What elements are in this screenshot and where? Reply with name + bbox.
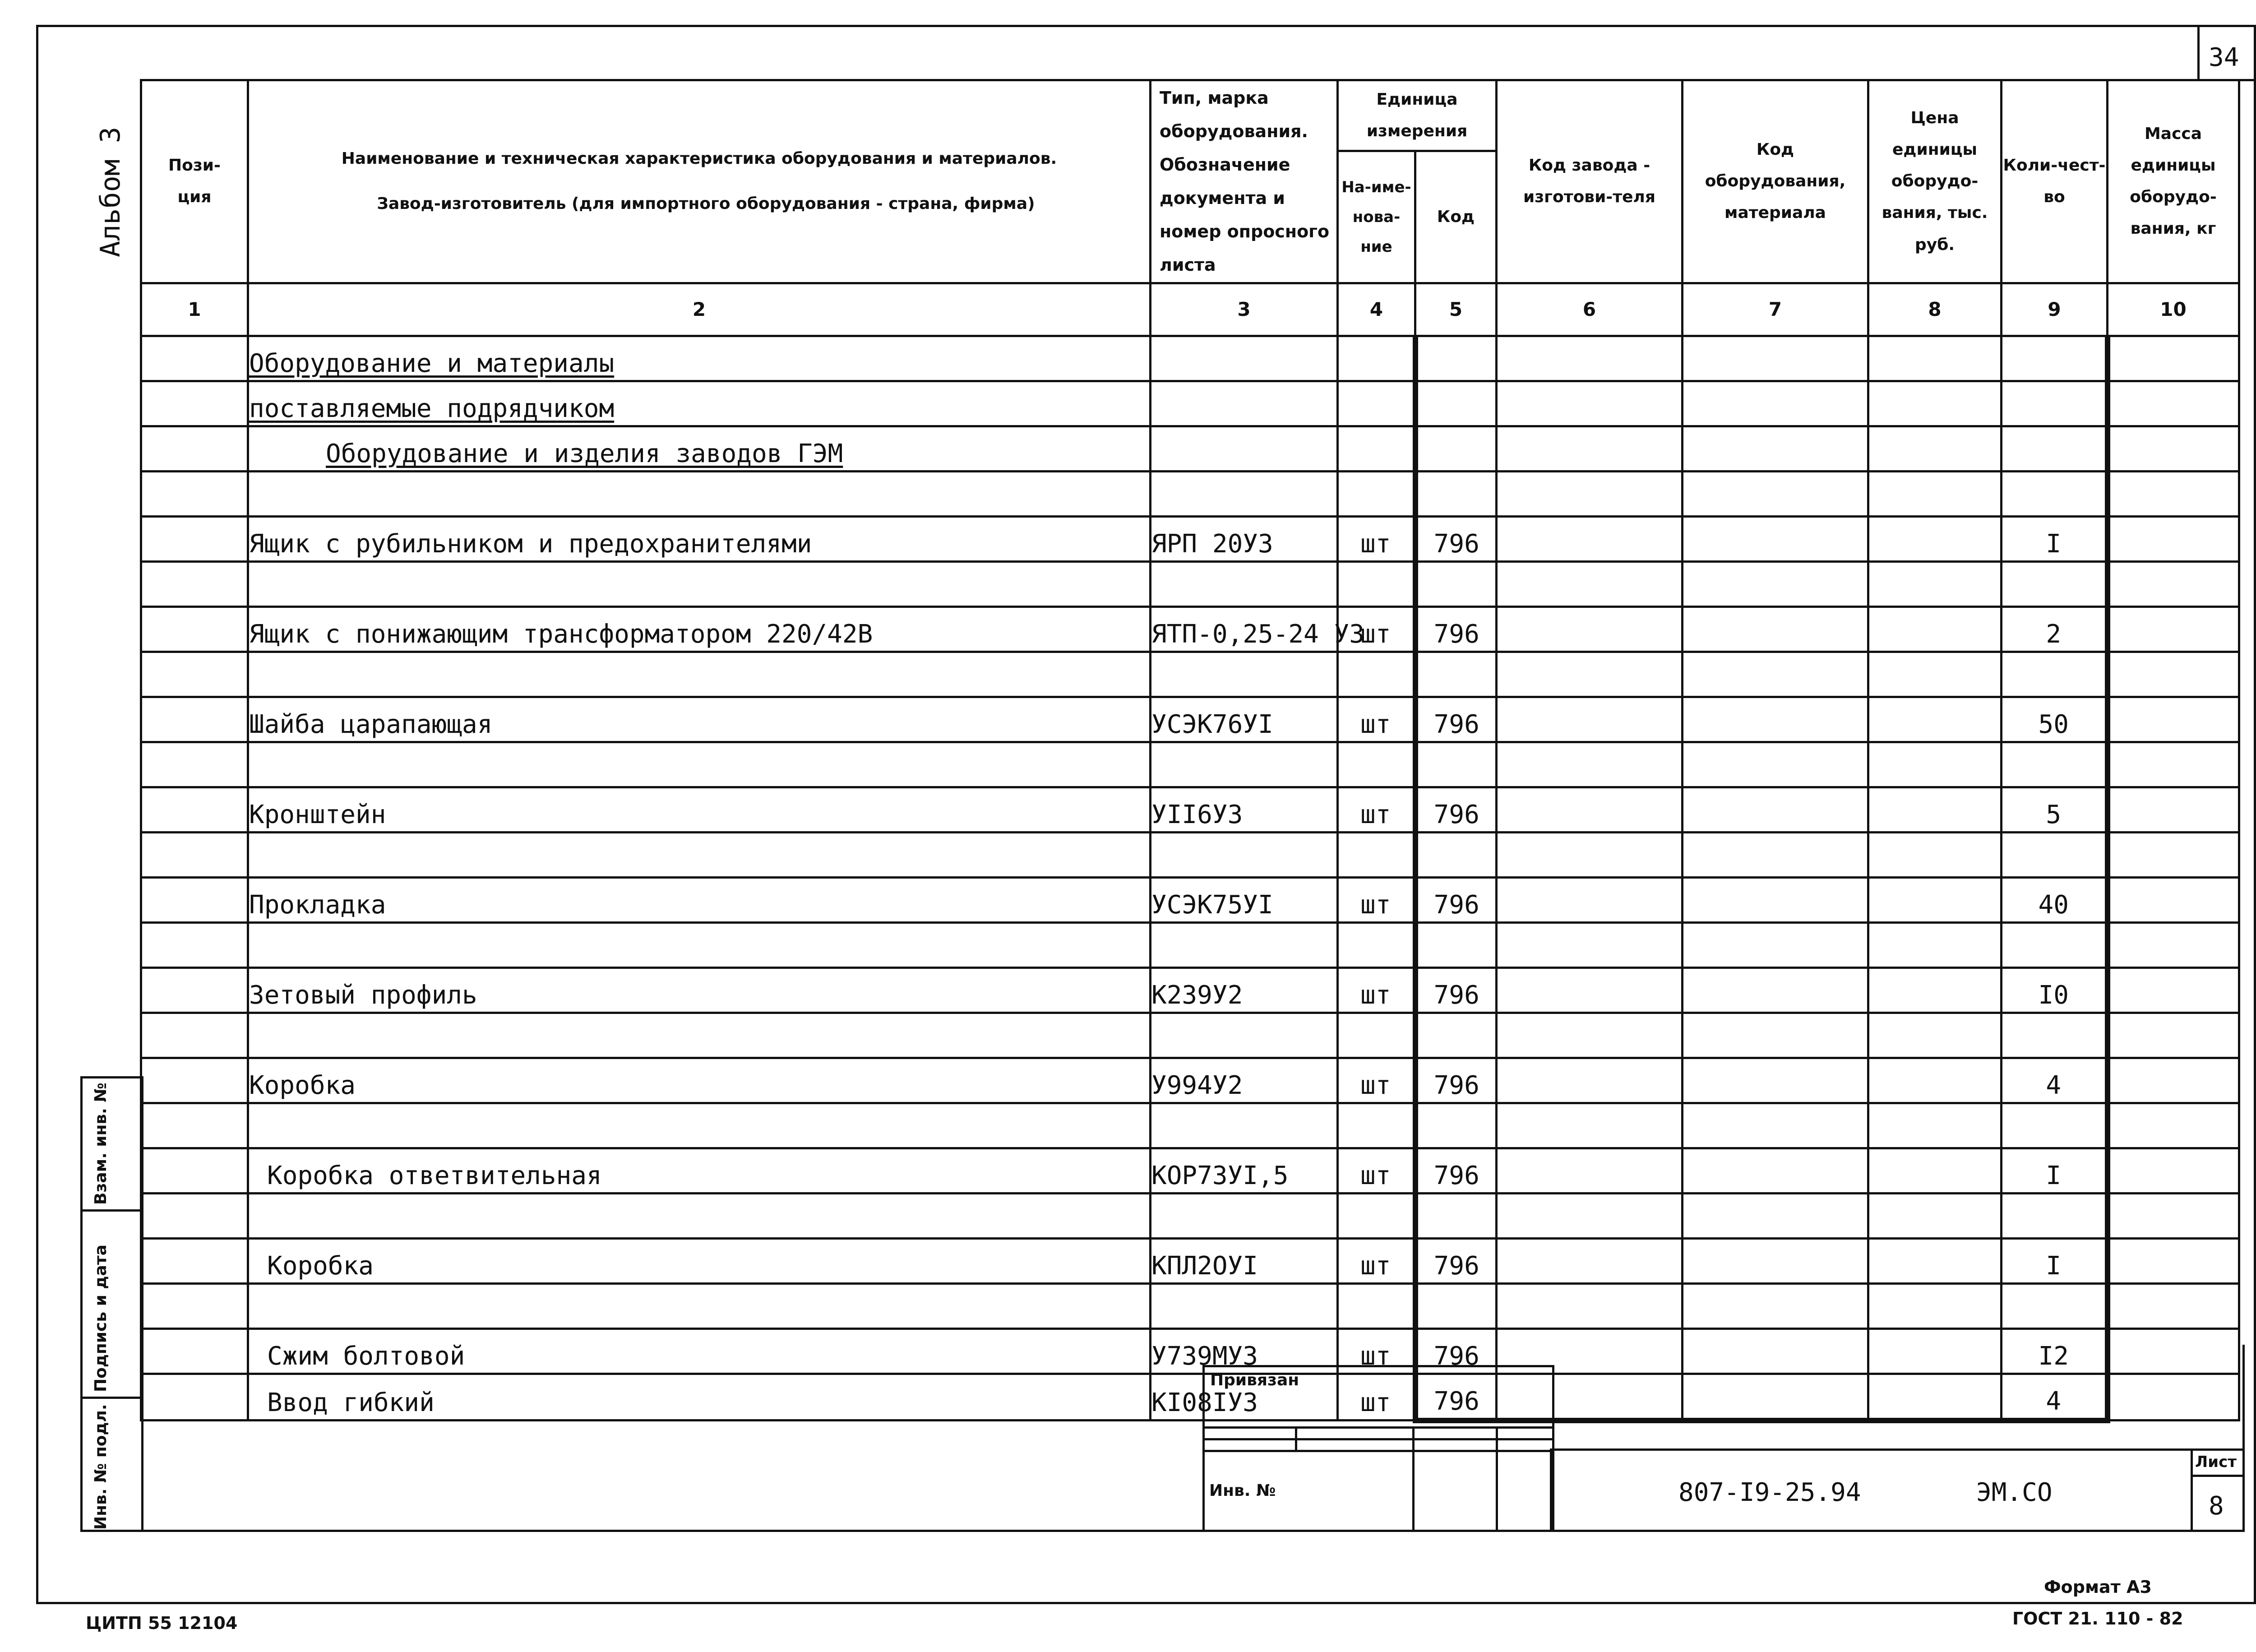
- material-code-cell: [1683, 561, 1868, 606]
- section-row: [141, 381, 2239, 426]
- col-num: 4: [1338, 283, 1415, 336]
- name-cell: [248, 1013, 1151, 1058]
- unit-name-cell: шт: [1338, 787, 1415, 832]
- side-vzam-label: Взам. инв. №: [92, 1083, 110, 1205]
- item-row: [141, 1148, 2239, 1193]
- factory-code-cell: [1497, 1058, 1683, 1103]
- position-cell: [141, 1103, 248, 1148]
- price-cell: [1868, 426, 2002, 471]
- position-cell: [141, 381, 248, 426]
- header-unit-group: Единица измерения: [1338, 80, 1497, 151]
- quantity-cell: [2002, 1103, 2108, 1148]
- col-num: 5: [1415, 283, 1497, 336]
- price-cell: [1868, 1148, 2002, 1193]
- col-num: 8: [1868, 283, 2002, 336]
- mass-cell: [2108, 516, 2239, 561]
- unit-code-cell: [1415, 1283, 1497, 1328]
- mass-cell: [2108, 652, 2239, 697]
- col-num: 1: [141, 283, 248, 336]
- position-cell: [141, 516, 248, 561]
- quantity-cell: [2002, 1013, 2108, 1058]
- quantity-cell: I2: [2002, 1328, 2108, 1374]
- col-num: 9: [2002, 283, 2108, 336]
- name-cell: [248, 381, 1151, 426]
- mass-cell: [2108, 381, 2239, 426]
- unit-name-cell: шт: [1338, 1328, 1415, 1374]
- price-cell: [1868, 336, 2002, 381]
- spacer-row: [141, 1103, 2239, 1148]
- name-cell: Шайба царапающая: [248, 697, 1151, 742]
- quantity-cell: I0: [2002, 967, 2108, 1013]
- factory-code-cell: [1497, 652, 1683, 697]
- spacer-row: [141, 1283, 2239, 1328]
- name-cell: [248, 742, 1151, 787]
- header-row: [141, 80, 2239, 151]
- unit-code-cell: 796: [1415, 967, 1497, 1013]
- spacer-row: [141, 471, 2239, 516]
- position-cell: [141, 742, 248, 787]
- item-row: [141, 697, 2239, 742]
- factory-code-cell: [1497, 922, 1683, 967]
- unit-code-cell: [1415, 1013, 1497, 1058]
- unit-code-cell: 796: [1415, 606, 1497, 652]
- unit-name-cell: [1338, 426, 1415, 471]
- sheet-label: Лист: [2195, 1453, 2237, 1471]
- material-code-cell: [1683, 426, 1868, 471]
- type-cell: [1151, 426, 1338, 471]
- material-code-cell: [1683, 1058, 1868, 1103]
- name-cell: Зетовый профиль: [248, 967, 1151, 1013]
- quantity-cell: [2002, 922, 2108, 967]
- price-cell: [1868, 381, 2002, 426]
- material-code-cell: [1683, 1148, 1868, 1193]
- quantity-cell: 40: [2002, 877, 2108, 922]
- material-code-cell: [1683, 1103, 1868, 1148]
- footer-code: ЦИТП 55 12104: [86, 1613, 238, 1633]
- inv-no-label: Инв. №: [1204, 1451, 1414, 1531]
- position-cell: [141, 1148, 248, 1193]
- album-label: Альбом 3: [95, 127, 126, 257]
- price-cell: [1868, 832, 2002, 877]
- factory-code-cell: [1497, 1103, 1683, 1148]
- quantity-cell: [2002, 652, 2108, 697]
- quantity-cell: I: [2002, 1238, 2108, 1283]
- quantity-cell: I: [2002, 516, 2108, 561]
- header-unit-code: Код: [1415, 151, 1497, 283]
- type-cell: УСЭК75УI: [1151, 877, 1338, 922]
- factory-code-cell: [1497, 1193, 1683, 1238]
- unit-code-cell: 796: [1415, 1328, 1497, 1374]
- unit-name-cell: [1338, 1193, 1415, 1238]
- material-code-cell: [1683, 877, 1868, 922]
- unit-name-cell: шт: [1338, 606, 1415, 652]
- price-cell: [1868, 742, 2002, 787]
- position-cell: [141, 471, 248, 516]
- item-row: [141, 877, 2239, 922]
- type-cell: [1151, 336, 1338, 381]
- header-unit-name: На-име-нова-ние: [1338, 151, 1415, 283]
- factory-code-cell: [1497, 1283, 1683, 1328]
- mass-cell: [2108, 561, 2239, 606]
- name-cell: Ящик с рубильником и предохранителями: [248, 516, 1151, 561]
- position-cell: [141, 697, 248, 742]
- name-cell: Кронштейн: [248, 787, 1151, 832]
- item-row: [141, 1058, 2239, 1103]
- position-cell: [141, 426, 248, 471]
- type-cell: У994У2: [1151, 1058, 1338, 1103]
- unit-code-cell: 796: [1415, 1148, 1497, 1193]
- unit-name-cell: [1338, 471, 1415, 516]
- factory-code-cell: [1497, 742, 1683, 787]
- page-number: 34: [2209, 43, 2239, 72]
- quantity-cell: 4: [2002, 1374, 2108, 1421]
- quantity-cell: I: [2002, 1148, 2108, 1193]
- position-cell: [141, 606, 248, 652]
- unit-name-cell: шт: [1338, 697, 1415, 742]
- type-cell: [1151, 832, 1338, 877]
- unit-name-cell: [1338, 561, 1415, 606]
- type-cell: [1151, 1013, 1338, 1058]
- material-code-cell: [1683, 922, 1868, 967]
- unit-code-cell: 796: [1415, 877, 1497, 922]
- doc-code-strip: [1550, 1448, 2245, 1532]
- price-cell: [1868, 1013, 2002, 1058]
- type-cell: [1151, 561, 1338, 606]
- price-cell: [1868, 1238, 2002, 1283]
- spacer-row: [141, 561, 2239, 606]
- unit-code-cell: [1415, 742, 1497, 787]
- header-material-code: Код оборудования, материала: [1683, 80, 1868, 283]
- name-cell: [248, 832, 1151, 877]
- spacer-row: [141, 742, 2239, 787]
- unit-code-cell: 796: [1415, 516, 1497, 561]
- factory-code-cell: [1497, 381, 1683, 426]
- unit-code-cell: [1415, 471, 1497, 516]
- unit-code-cell: [1415, 922, 1497, 967]
- mass-cell: [2108, 606, 2239, 652]
- factory-code-cell: [1497, 336, 1683, 381]
- material-code-cell: [1683, 652, 1868, 697]
- unit-code-cell: 796: [1415, 1374, 1497, 1421]
- type-cell: [1151, 1193, 1338, 1238]
- price-cell: [1868, 471, 2002, 516]
- section-title: Оборудование и изделия заводов ГЭМ: [326, 439, 843, 468]
- unit-name-cell: [1338, 832, 1415, 877]
- quantity-cell: 2: [2002, 606, 2108, 652]
- doc-code: 807-I9-25.94: [1678, 1478, 1861, 1507]
- factory-code-cell: [1497, 561, 1683, 606]
- col-num: 6: [1497, 283, 1683, 336]
- position-cell: [141, 1058, 248, 1103]
- name-cell: [248, 471, 1151, 516]
- type-cell: КПЛ2ОУI: [1151, 1238, 1338, 1283]
- header-type: Тип, марка оборудования. Обозначение документа и номер опросного листа: [1151, 80, 1338, 283]
- side-podpis-label: Подпись и дата: [92, 1245, 110, 1392]
- unit-code-cell: [1415, 561, 1497, 606]
- price-cell: [1868, 1193, 2002, 1238]
- mass-cell: [2108, 336, 2239, 381]
- name-cell: Ввод гибкий: [248, 1374, 1151, 1421]
- name-cell: [248, 922, 1151, 967]
- unit-name-cell: шт: [1338, 516, 1415, 561]
- type-cell: [1151, 922, 1338, 967]
- material-code-cell: [1683, 471, 1868, 516]
- name-cell: Коробка ответвительная: [248, 1148, 1151, 1193]
- quantity-cell: 50: [2002, 697, 2108, 742]
- mass-cell: [2108, 832, 2239, 877]
- type-cell: [1151, 471, 1338, 516]
- price-cell: [1868, 967, 2002, 1013]
- material-code-cell: [1683, 1238, 1868, 1283]
- unit-name-cell: [1338, 922, 1415, 967]
- quantity-cell: [2002, 336, 2108, 381]
- factory-code-cell: [1497, 471, 1683, 516]
- factory-code-cell: [1497, 606, 1683, 652]
- material-code-cell: [1683, 742, 1868, 787]
- type-cell: [1151, 381, 1338, 426]
- sheet-box-divider: [2191, 1475, 2245, 1477]
- price-cell: [1868, 922, 2002, 967]
- quantity-cell: [2002, 742, 2108, 787]
- spacer-row: [141, 1013, 2239, 1058]
- item-row: [141, 516, 2239, 561]
- factory-code-cell: [1497, 426, 1683, 471]
- doc-mark: ЭМ.СО: [1976, 1478, 2053, 1507]
- unit-name-cell: шт: [1338, 1374, 1415, 1421]
- position-cell: [141, 1193, 248, 1238]
- material-code-cell: [1683, 1283, 1868, 1328]
- price-cell: [1868, 1103, 2002, 1148]
- quantity-cell: [2002, 561, 2108, 606]
- privyazan-block: [1202, 1365, 1554, 1532]
- price-cell: [1868, 1283, 2002, 1328]
- price-cell: [1868, 606, 2002, 652]
- quantity-cell: [2002, 381, 2108, 426]
- spacer-row: [141, 652, 2239, 697]
- price-cell: [1868, 697, 2002, 742]
- unit-name-cell: шт: [1338, 1058, 1415, 1103]
- spacer-row: [141, 1193, 2239, 1238]
- type-cell: УСЭК76УI: [1151, 697, 1338, 742]
- col-num: 7: [1683, 283, 1868, 336]
- mass-cell: [2108, 471, 2239, 516]
- unit-name-cell: [1338, 336, 1415, 381]
- mass-cell: [2108, 787, 2239, 832]
- mass-cell: [2108, 1193, 2239, 1238]
- mass-cell: [2108, 967, 2239, 1013]
- position-cell: [141, 832, 248, 877]
- position-cell: [141, 787, 248, 832]
- material-code-cell: [1683, 1193, 1868, 1238]
- price-cell: [1868, 652, 2002, 697]
- position-cell: [141, 652, 248, 697]
- unit-code-cell: [1415, 1193, 1497, 1238]
- price-cell: [1868, 787, 2002, 832]
- mass-cell: [2108, 1103, 2239, 1148]
- mass-cell: [2108, 1148, 2239, 1193]
- material-code-cell: [1683, 336, 1868, 381]
- unit-code-cell: [1415, 426, 1497, 471]
- factory-code-cell: [1497, 832, 1683, 877]
- unit-name-cell: [1338, 652, 1415, 697]
- mass-cell: [2108, 877, 2239, 922]
- header-name: Наименование и техническая характеристика оборудования и материалов. Завод-изготовитель (для импортного оборудования - страна, фирма): [248, 80, 1151, 283]
- header-factory-code: Код завода - изготови-теля: [1497, 80, 1683, 283]
- position-cell: [141, 336, 248, 381]
- type-cell: У739МУ3: [1151, 1328, 1338, 1374]
- unit-name-cell: шт: [1338, 1148, 1415, 1193]
- name-cell: [248, 1103, 1151, 1148]
- privyazan-label: Привязан: [1204, 1366, 1553, 1428]
- factory-code-cell: [1497, 697, 1683, 742]
- quantity-cell: 5: [2002, 787, 2108, 832]
- material-code-cell: [1683, 1013, 1868, 1058]
- unit-code-cell: [1415, 832, 1497, 877]
- quantity-cell: [2002, 426, 2108, 471]
- mass-cell: [2108, 1283, 2239, 1328]
- unit-code-cell: 796: [1415, 1238, 1497, 1283]
- factory-code-cell: [1497, 1238, 1683, 1283]
- price-cell: [1868, 516, 2002, 561]
- mass-cell: [2108, 922, 2239, 967]
- unit-code-cell: [1415, 381, 1497, 426]
- unit-code-cell: 796: [1415, 787, 1497, 832]
- position-cell: [141, 877, 248, 922]
- type-cell: К239У2: [1151, 967, 1338, 1013]
- name-cell: Коробка: [248, 1058, 1151, 1103]
- factory-code-cell: [1497, 787, 1683, 832]
- side-stamp-vzam: [80, 1076, 143, 1212]
- type-cell: КI08IУ3: [1151, 1374, 1338, 1421]
- unit-name-cell: шт: [1338, 1238, 1415, 1283]
- name-cell: Ящик с понижающим трансформатором 220/42В: [248, 606, 1151, 652]
- material-code-cell: [1683, 606, 1868, 652]
- quantity-cell: [2002, 1193, 2108, 1238]
- unit-name-cell: [1338, 1103, 1415, 1148]
- type-cell: ЯРП 20У3: [1151, 516, 1338, 561]
- position-cell: [141, 1283, 248, 1328]
- unit-code-cell: [1415, 1103, 1497, 1148]
- position-cell: [141, 1013, 248, 1058]
- item-row: [141, 787, 2239, 832]
- name-cell: [248, 652, 1151, 697]
- material-code-cell: [1683, 787, 1868, 832]
- sheet-number: 8: [2209, 1491, 2224, 1521]
- price-cell: [1868, 1058, 2002, 1103]
- factory-code-cell: [1497, 516, 1683, 561]
- position-cell: [141, 561, 248, 606]
- spacer-row: [141, 922, 2239, 967]
- position-cell: [141, 922, 248, 967]
- section-row: [141, 426, 2239, 471]
- material-code-cell: [1683, 832, 1868, 877]
- position-cell: [141, 1238, 248, 1283]
- mass-cell: [2108, 742, 2239, 787]
- unit-name-cell: шт: [1338, 877, 1415, 922]
- type-cell: КОР73УI,5: [1151, 1148, 1338, 1193]
- type-cell: [1151, 1283, 1338, 1328]
- name-cell: [248, 1283, 1151, 1328]
- position-cell: [141, 967, 248, 1013]
- quantity-cell: [2002, 832, 2108, 877]
- type-cell: [1151, 652, 1338, 697]
- footer-gost: ГОСТ 21. 110 - 82: [2012, 1609, 2183, 1629]
- spacer-row: [141, 832, 2239, 877]
- section-title: поставляемые подрядчиком: [249, 393, 615, 423]
- type-cell: УII6У3: [1151, 787, 1338, 832]
- type-cell: ЯТП-0,25-24 У3: [1151, 606, 1338, 652]
- material-code-cell: [1683, 516, 1868, 561]
- material-code-cell: [1683, 967, 1868, 1013]
- name-cell: Сжим болтовой: [248, 1328, 1151, 1374]
- section-row: [141, 336, 2239, 381]
- price-cell: [1868, 877, 2002, 922]
- name-cell: [248, 336, 1151, 381]
- mass-cell: [2108, 426, 2239, 471]
- col-num: 2: [248, 283, 1151, 336]
- mass-cell: [2108, 697, 2239, 742]
- unit-name-cell: [1338, 1013, 1415, 1058]
- unit-name-cell: [1338, 381, 1415, 426]
- header-quantity: Коли-чест-во: [2002, 80, 2108, 283]
- name-cell: [248, 426, 1151, 471]
- side-inv-label: Инв. № подл.: [92, 1404, 110, 1530]
- col-num: 10: [2108, 283, 2239, 336]
- item-row: [141, 967, 2239, 1013]
- quantity-cell: 4: [2002, 1058, 2108, 1103]
- item-row: [141, 606, 2239, 652]
- name-cell: Коробка: [248, 1238, 1151, 1283]
- factory-code-cell: [1497, 967, 1683, 1013]
- specification-table: [140, 79, 2240, 1423]
- type-cell: [1151, 742, 1338, 787]
- column-number-row: [141, 283, 2239, 336]
- price-cell: [1868, 561, 2002, 606]
- name-cell: [248, 1193, 1151, 1238]
- quantity-cell: [2002, 1283, 2108, 1328]
- unit-name-cell: шт: [1338, 967, 1415, 1013]
- unit-code-cell: 796: [1415, 697, 1497, 742]
- quantity-cell: [2002, 471, 2108, 516]
- col-num: 3: [1151, 283, 1338, 336]
- material-code-cell: [1683, 697, 1868, 742]
- unit-code-cell: [1415, 336, 1497, 381]
- item-row: [141, 1238, 2239, 1283]
- unit-code-cell: [1415, 652, 1497, 697]
- name-cell: [248, 561, 1151, 606]
- mass-cell: [2108, 1238, 2239, 1283]
- factory-code-cell: [1497, 877, 1683, 922]
- type-cell: [1151, 1103, 1338, 1148]
- unit-code-cell: 796: [1415, 1058, 1497, 1103]
- header-position: Пози- ция: [141, 80, 248, 283]
- unit-name-cell: [1338, 742, 1415, 787]
- unit-name-cell: [1338, 1283, 1415, 1328]
- header-price: Цена единицы оборудо-вания, тыс. руб.: [1868, 80, 2002, 283]
- footer-format: Формат А3: [2044, 1577, 2152, 1597]
- section-title: Оборудование и материалы: [249, 348, 615, 378]
- name-cell: Прокладка: [248, 877, 1151, 922]
- factory-code-cell: [1497, 1148, 1683, 1193]
- header-mass: Масса единицы оборудо-вания, кг: [2108, 80, 2239, 283]
- mass-cell: [2108, 1058, 2239, 1103]
- mass-cell: [2108, 1013, 2239, 1058]
- factory-code-cell: [1497, 1013, 1683, 1058]
- material-code-cell: [1683, 381, 1868, 426]
